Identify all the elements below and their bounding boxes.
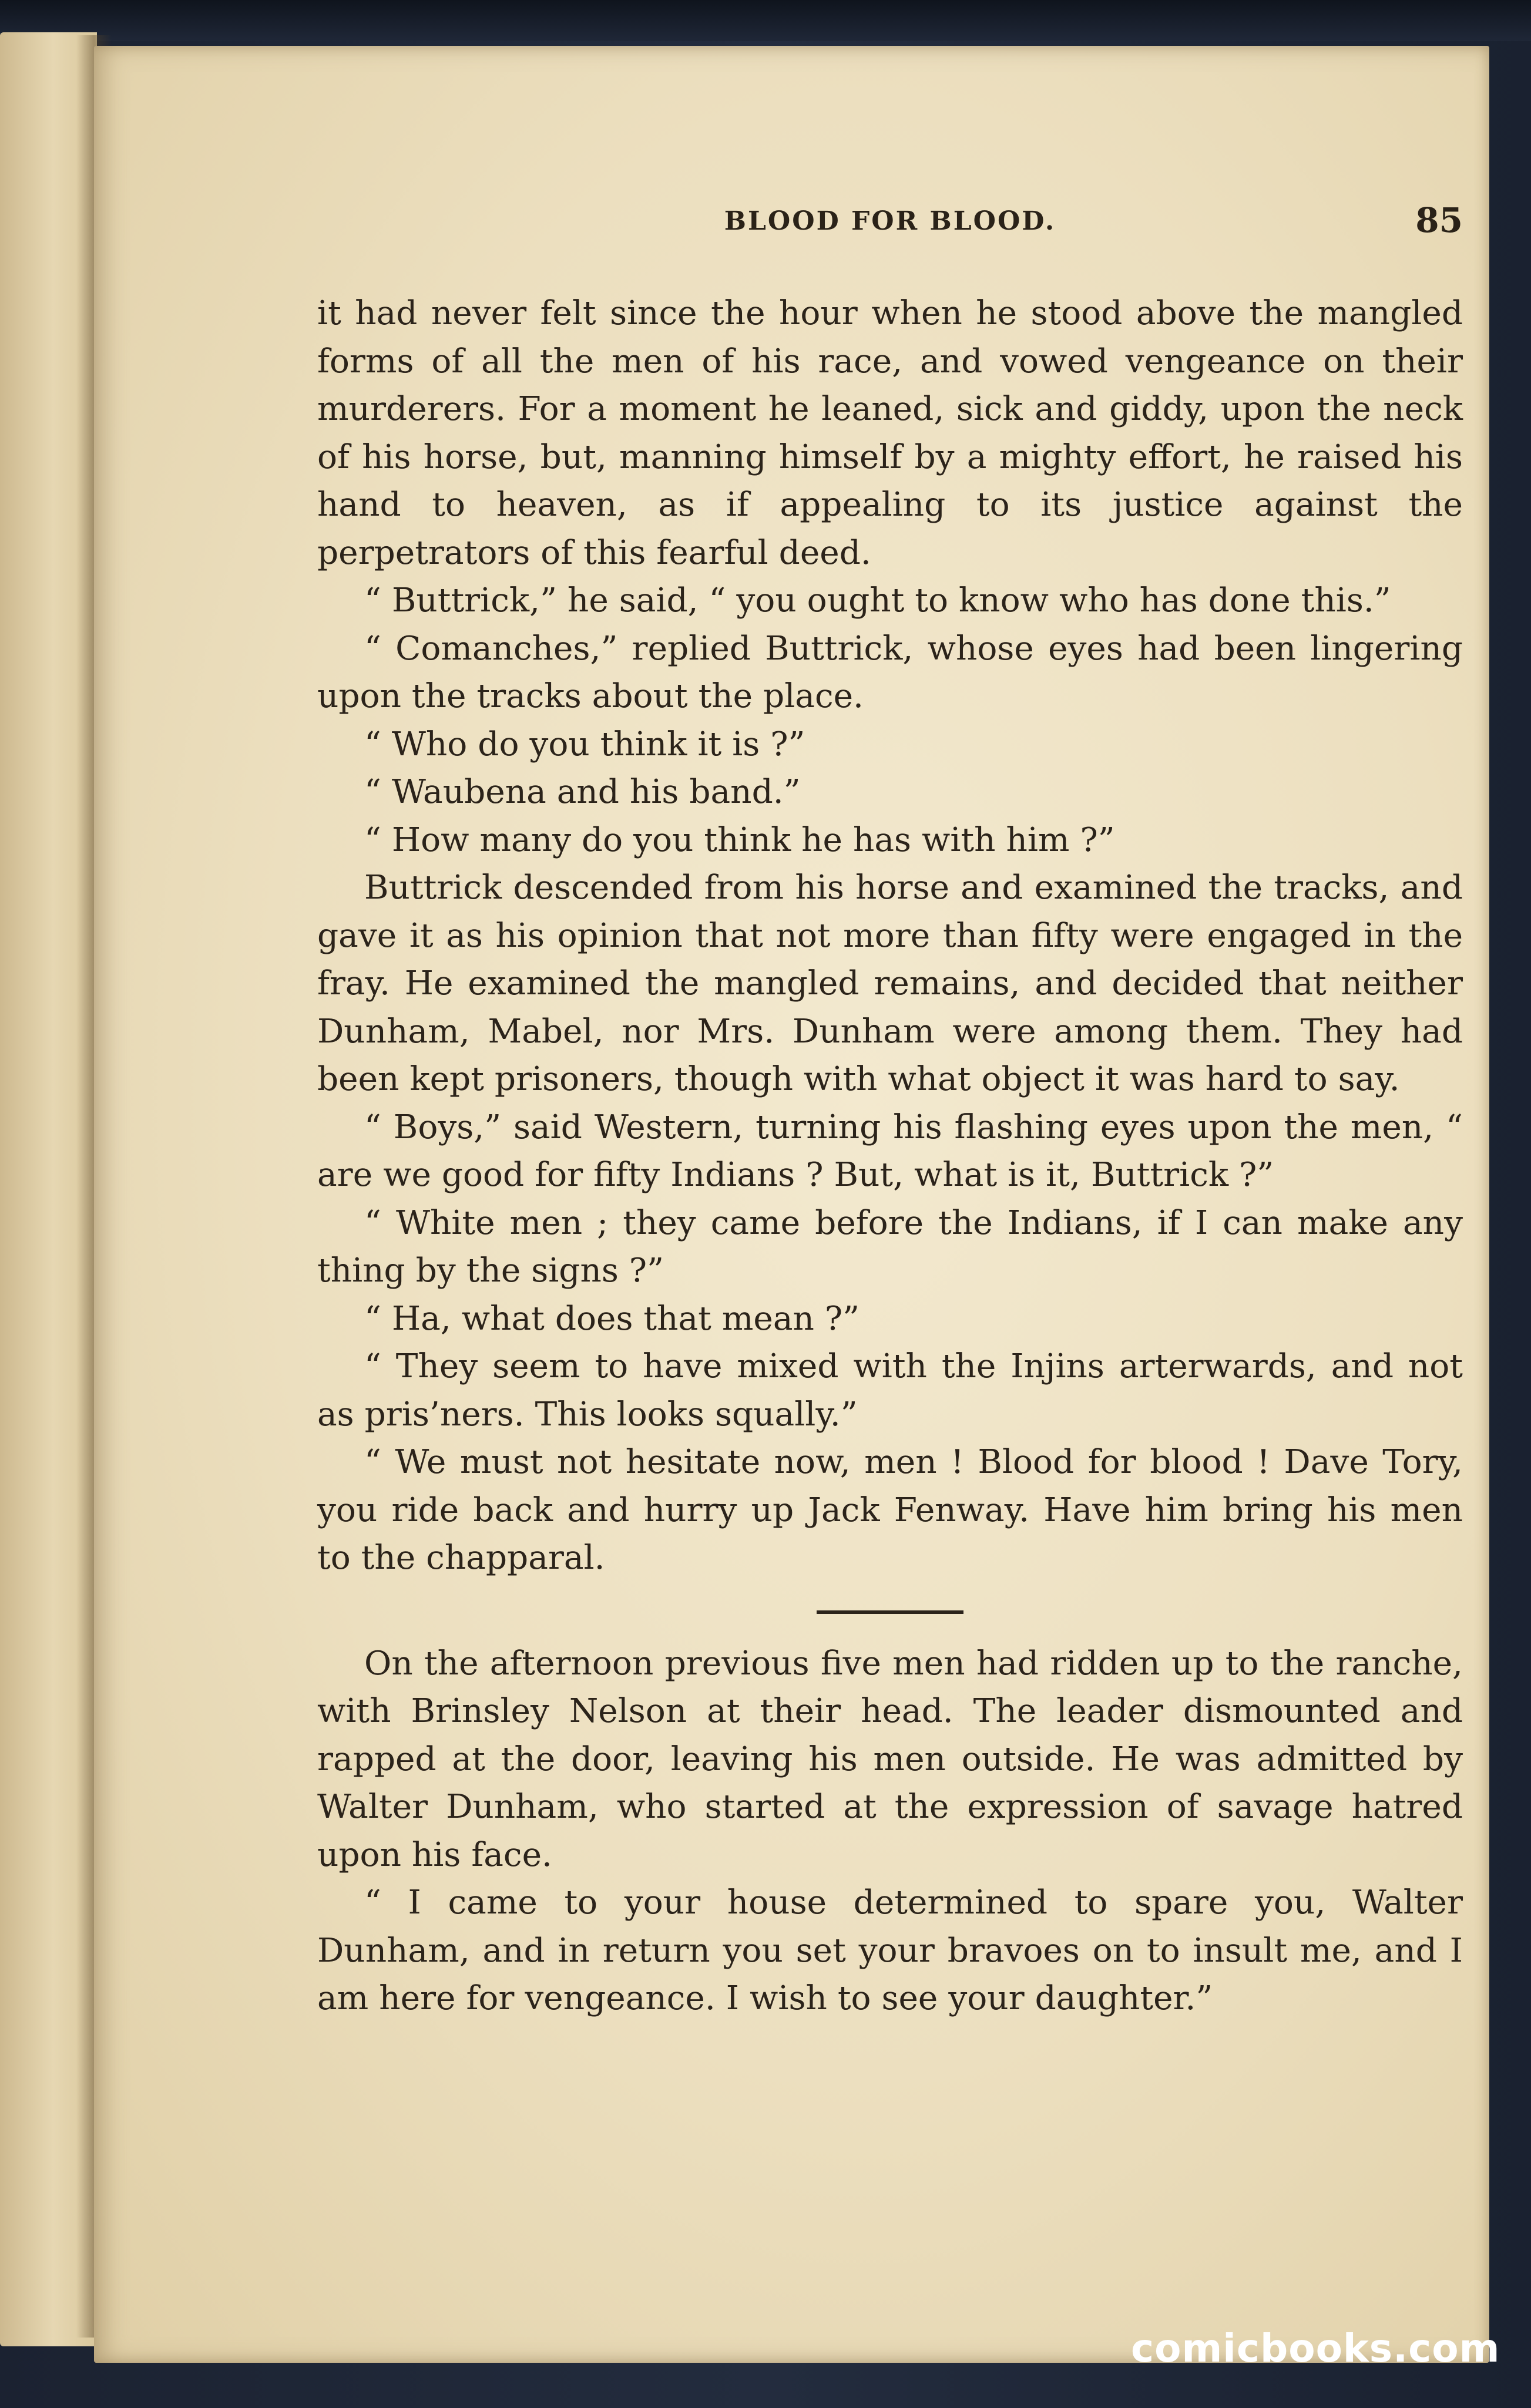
paragraph: “ We must not hesitate now, men ! Blood for blood ! Dave Tory, you ride back and hurry up Jack Fenway. Have him bring his men to the chapparal.	[317, 1443, 1463, 1577]
top-book-edge	[0, 0, 1531, 41]
body-text	[317, 290, 1463, 2023]
paragraph: Buttrick descended from his horse and examined the tracks, and gave it as his opinion that not more than fifty were engaged in the fray. He examined the mangled remains, and decided that neither Dunham, Mabel, nor Mrs. Dunham were among them. They had been kept prisoners, though with what object it was hard to say.	[317, 869, 1463, 1098]
paragraph: On the afternoon previous five men had ridden up to the ranche, with Brinsley Nelson at their head. The leader dismounted and rapped at the door, leaving his men outside. He was admitted by Walter Dunham, who started at the expression of savage hatred upon his face.	[317, 1644, 1463, 1874]
paragraph: “ Comanches,” replied Buttrick, whose eyes had been lingering upon the tracks about the place.	[317, 629, 1463, 715]
page-content	[317, 196, 1463, 2023]
paragraph: “ How many do you think he has with him ?”	[364, 820, 1115, 859]
paragraph: “ Buttrick,” he said, “ you ought to know who has done this.”	[364, 581, 1391, 620]
page-number: 85	[1415, 200, 1463, 240]
running-title: BLOOD FOR BLOOD.	[724, 206, 1056, 236]
paragraph: “ Who do you think it is ?”	[364, 725, 805, 764]
paragraph: it had never felt since the hour when he stood above the mangled forms of all the men of his race, and vowed vengeance on their murderers. For a moment he leaned, sick and giddy, upon the neck of his horse, but, manning himself by a mighty effort, he raised his hand to heaven, as if appealing to its justice against the perpetrators of this fearful deed.	[317, 294, 1463, 572]
scene-break-rule	[817, 1610, 963, 1614]
paragraph: “ They seem to have mixed with the Injins arterwards, and not as pris’ners. This looks squally.”	[317, 1347, 1463, 1434]
paragraph: “ White men ; they came before the Indians, if I can make any thing by the signs ?”	[317, 1203, 1463, 1290]
running-head	[317, 196, 1463, 248]
paragraph: “ Ha, what does that mean ?”	[364, 1299, 860, 1338]
watermark: comicbooks.com	[1131, 2326, 1500, 2371]
book-page	[94, 46, 1489, 2363]
paragraph: “ Waubena and his band.”	[364, 773, 801, 811]
paragraph: “ I came to your house determined to spare you, Walter Dunham, and in return you set your bravoes on to insult me, and I am here for vengeance. I wish to see your daughter.”	[317, 1884, 1463, 2017]
paragraph: “ Boys,” said Western, turning his flashing eyes upon the men, “ are we good for fifty Indians ? But, what is it, Buttrick ?”	[317, 1108, 1463, 1194]
